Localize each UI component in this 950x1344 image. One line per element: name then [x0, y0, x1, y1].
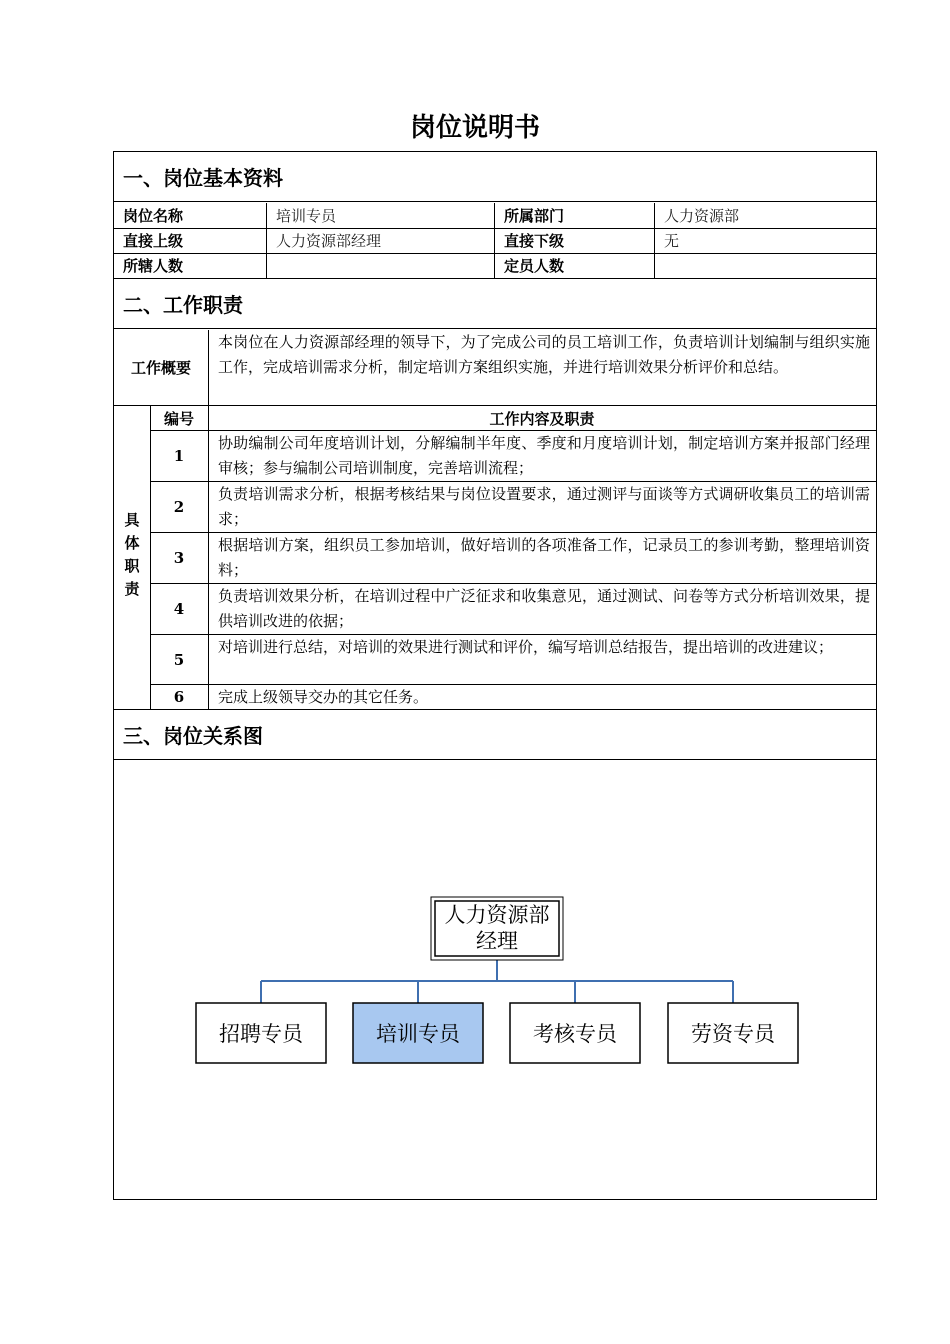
overview-text: 本岗位在人力资源部经理的领导下，为了完成公司的员工培训工作，负责培训计划编制与组织实施工作，完成培训需求分析，制定培训方案组织实施，并进行培训效果分析评价和总结。 [218, 333, 870, 376]
duties-header-content: 工作内容及职责 [489, 409, 595, 428]
value-position-name: 培训专员 [276, 207, 337, 225]
grid-line [654, 203, 655, 279]
document-title: 岗位说明书 [409, 113, 540, 143]
org-chart-connectors [261, 960, 733, 1003]
label-direct-superior: 直接上级 [123, 232, 184, 250]
duty-number: 4 [173, 600, 185, 618]
grid-line [494, 203, 495, 279]
org-children [196, 1003, 798, 1063]
grid-line [266, 203, 267, 279]
org-top-box [431, 897, 563, 960]
org-child-label: 考核专员 [533, 1022, 617, 1046]
value-direct-subordinate: 无 [664, 232, 680, 250]
org-child-label: 培训专员 [376, 1022, 460, 1046]
section-heading-duties: 二、工作职责 [114, 279, 876, 329]
grid-line [208, 330, 209, 405]
duty-number: 1 [173, 447, 185, 465]
org-child-box [668, 1003, 798, 1063]
duty-text: 协助编制公司年度培训计划，分解编制半年度、季度和月度培训计划，制定培训方案并报部门经理审核；参与编制公司培训制度，完善培训流程； [218, 434, 870, 477]
org-child-box [353, 1003, 483, 1063]
org-child-label: 劳资专员 [691, 1022, 775, 1046]
org-child-box [196, 1003, 326, 1063]
duty-text: 根据培训方案，组织员工参加培训，做好培训的各项准备工作，记录员工的参训考勤，整理培训资料； [218, 536, 870, 579]
value-staffing-quota [664, 253, 874, 278]
duty-text: 对培训进行总结，对培训的效果进行测试和评价，编写培训总结报告，提出培训的改进建议； [218, 638, 834, 656]
duty-text: 负责培训需求分析，根据考核结果与岗位设置要求，通过测评与面谈等方式调研收集员工的培训需求； [218, 485, 870, 528]
value-direct-superior: 人力资源部经理 [276, 232, 382, 250]
duties-header-number: 编号 [163, 409, 194, 428]
duty-number: 2 [173, 498, 185, 516]
grid-line [208, 406, 209, 709]
org-top-box-line2: 经理 [476, 929, 518, 953]
label-department: 所属部门 [504, 207, 565, 225]
value-headcount-managed [276, 253, 491, 278]
org-child-box [510, 1003, 640, 1063]
org-chart [114, 761, 876, 1199]
duties-side-label: 具体职责 [122, 512, 141, 604]
duty-number: 5 [173, 650, 185, 669]
label-position-name: 岗位名称 [123, 207, 184, 225]
overview-label: 工作概要 [130, 359, 191, 377]
duty-number: 3 [173, 549, 185, 567]
duty-number: 6 [173, 688, 185, 706]
label-direct-subordinate: 直接下级 [504, 232, 565, 250]
org-child-label: 招聘专员 [219, 1022, 303, 1046]
section-heading-basic: 一、岗位基本资料 [114, 152, 876, 202]
label-staffing-quota: 定员人数 [504, 257, 565, 275]
section-heading-relations: 三、岗位关系图 [114, 710, 876, 760]
value-department: 人力资源部 [664, 207, 740, 225]
duty-text: 完成上级领导交办的其它任务。 [218, 688, 429, 706]
org-top-box-line1: 人力资源部 [444, 903, 550, 927]
job-description-sheet [113, 151, 877, 1200]
duty-text: 负责培训效果分析，在培训过程中广泛征求和收集意见，通过测试、问卷等方式分析培训效果，提供培训改进的依据； [218, 587, 870, 630]
label-headcount-managed: 所辖人数 [123, 257, 184, 275]
